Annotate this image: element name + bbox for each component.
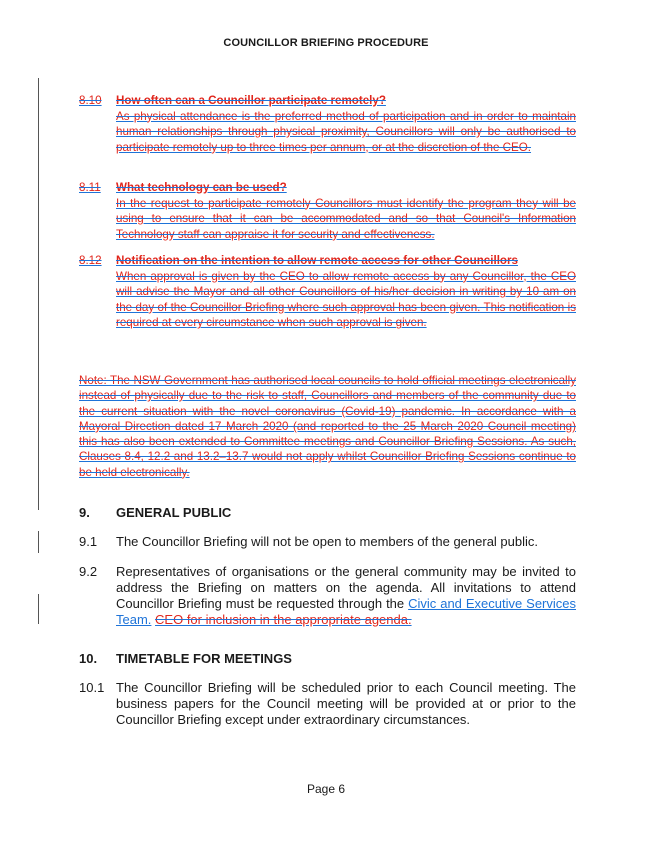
clause-number: 8.10	[79, 94, 102, 107]
paragraph-9-1	[79, 534, 576, 550]
change-bar	[38, 78, 39, 510]
section-9-heading	[79, 505, 232, 520]
inserted-text: Civic and Executive Services Team.	[116, 596, 576, 627]
deleted-text: CEO for inclusion in the appropriate agenda.	[155, 612, 412, 627]
clause-heading: Notification on the intention to allow remote access for other Councillors	[116, 254, 518, 267]
clause-body: As physical attendance is the preferred method of participation and in order to maintain human relationships through physical proximity, Councillors will only be authorised to participate remotely up to three times per annum, or at the discretion of the CEO.	[116, 109, 576, 154]
change-bar	[38, 594, 39, 624]
paragraph-body: Representatives of organisations or the general community may be invited to address the Briefing on matters on the agenda. All invitations to attend Councillor Briefing must be requested through the	[116, 564, 576, 611]
section-number: 10.	[79, 651, 98, 666]
change-bar	[38, 531, 39, 553]
page-number: Page 6	[306, 782, 346, 796]
section-number: 9.	[79, 505, 90, 520]
covid-note: Note: The NSW Government has authorised local councils to hold official meetings electronically instead of physically due to the risk to staff, Councillors and members of the community due to the current situation with the novel coronavirus (Covid-19) pandemic. In accordance with a Mayoral Direction dated 17 March 2020 (and reported to the 25 March 2020 Council meeting) this has also been extended to Committee meetings and Councillor Briefing Sessions. As such, Clauses 8.4, 12.2 and 13.2–13.7 would not apply whilst Councillor Briefing Sessions continue to be held electronically.	[79, 374, 576, 479]
paragraph-number: 9.2	[79, 564, 98, 579]
page-header: COUNCILLOR BRIEFING PROCEDURE	[223, 37, 429, 49]
section-title: GENERAL PUBLIC	[116, 505, 232, 520]
paragraph-text	[116, 564, 576, 628]
section-10-heading	[79, 651, 292, 666]
clause-body: In the request to participate remotely Councillors must identify the program they will be using to ensure that it can be accommodated and so that Council's Information Technology staff can appraise it for security and effectiveness.	[116, 196, 576, 241]
paragraph-text: The Councillor Briefing will be scheduled prior to each Council meeting. The business papers for the Council meeting will be provided at or prior to the Councillor Briefing except under extraordinary circumstances.	[116, 680, 576, 727]
clause-number: 8.11	[79, 181, 101, 194]
paragraph-10-1	[79, 680, 576, 728]
paragraph-number: 9.1	[79, 534, 98, 549]
paragraph-number: 10.1	[79, 680, 105, 695]
clause-heading: How often can a Councillor participate remotely?	[116, 94, 386, 107]
clause-number: 8.12	[79, 254, 102, 267]
clause-heading: What technology can be used?	[116, 181, 287, 194]
section-title: TIMETABLE FOR MEETINGS	[116, 651, 292, 666]
clause-body: When approval is given by the CEO to allow remote access by any Councillor, the CEO will advise the Mayor and all other Councillors of his/her decision in writing by 10 am on the day of the Councillor Briefing where such approval has been given. This notification is required at every circumstance when such approval is given.	[116, 269, 576, 330]
paragraph-text: The Councillor Briefing will not be open to members of the general public.	[116, 534, 539, 549]
paragraph-9-2	[79, 564, 576, 628]
